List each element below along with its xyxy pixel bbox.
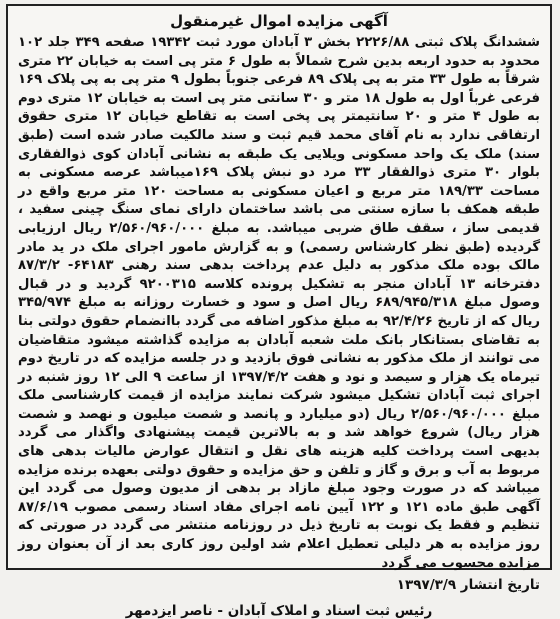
- auction-notice: [6, 4, 552, 619]
- signature-line: رئیس ثبت اسناد و املاک آبادان - ناصر ایزدمهر: [125, 603, 433, 619]
- notice-title: آگهی مزایده اموال غیرمنقول: [170, 12, 388, 30]
- publish-date: تاریخ انتشار ۱۳۹۷/۳/۹: [396, 577, 540, 594]
- notice-body: ششدانگ پلاک ثبتی ۲۲۲۶/۸۸ بخش ۳ آبادان مورد ثبت ۱۹۳۴۲ صفحه ۳۴۹ جلد ۱۰۲ محدود به حدود اربعه بدین شرح شمالاً به طول ۶ متر پی است به خیابان ۲۲ متری شرقاً به طول ۳۳ متر به پی پلاک ۸۹ فرعی جنوباً بطول ۹ متر پی به پی پلاک ۱۶۹ فرعی غرباً اول به طول ۱۸ متر و ۳۰ سانتی متر پی است به خیابان ۱۲ متری دوم به طول ۴ متر و ۲۰ سانتیمتر پی پخی است به تقاطع خیابان ۱۲ متری حقوق ارتفاقی ندارد به نام آقای محمد قیم ثبت و سند مالکیت صادر شده است (طبق سند) ملک یک واحد مسکونی ویلایی یک طبقه به نشانی آبادان کوی ذوالفقاری بلوار ۳۰ متری ذوالفقار ۳۳ مرد دو نبش پلاک ۱۶۹میباشد عرصه مسکونی به مساحت ۱۸۹/۳۳ متر مربع و اعیان مسکونی به مساحت ۱۲۰ متر مربع واقع در طبقه همکف با سازه سنتی می باشد ساختمان دارای نمای سنگ چینی سفید ، قدیمی ساز ، سقف طاق ضربی میباشد. به مبلغ ۲/۵۶۰/۹۶۰/۰۰۰ ریال ارزیابی گردیده (طبق نظر کارشناس رسمی) و به گزارش مامور اجرای ملک در ید مادر مالک بوده ملک مذکور به دلیل عدم پرداخت بدهی سند رهنی ۶۴۱۸۳- ۸۷/۳/۲ دفترخانه ۱۳ آبادان منجر به تشکیل پرونده کلاسه ۹۲۰۰۳۱۵ گردید و در قبال وصول مبلغ ۶۸۹/۹۴۵/۳۱۸ ریال اصل و سود و خسارت روزانه به مبلغ ۳۴۵/۹۷۴ ریال که از تاریخ ۹۲/۴/۲۶ به مبلغ مذکور اضافه می گردد باانضمام حقوق دولتی بنا به تقاضای بستانکار بانک ملت شعبه آبادان به مزایده گذاشته میشود متقاضیان می توانند از ملک مذکور به نشانی فوق بازدید و در جلسه مزایده که در تاریخ دوم تیرماه یک هزار و سیصد و نود و هفت ۱۳۹۷/۴/۲ از ساعت ۹ الی ۱۲ روز شنبه در اجرای ثبت آبادان تشکیل میشود شرکت نمایند مزایده از قیمت کارشناسی ملک مبلغ ۲/۵۶۰/۹۶۰/۰۰۰ ریال (دو میلیارد و پانصد و شصت میلیون و نهصد و شصت هزار ریال) شروع خواهد شد و به بالاترین قیمت پیشنهادی واگذار می گردد بدیهی است پرداخت کلیه هزینه های نقل و انتقال عوارض مالیات بدهی های مربوط به آب و برق و گاز و تلفن و حق مزایده و حقوق دولتی بعهده برنده مزایده میباشد که در صورت وجود مبلغ مازاد بر بدهی از مدیون وصول می گردد این آگهی طبق ماده ۱۲۱ و ۱۲۲ آیین نامه اجرای مفاد اسناد رسمی مصوب ۸۷/۶/۱۹ تنظیم و فقط یک نوبت به تاریخ ذیل در روزنامه منتشر می گردد در صورتی که روز مزایده به هر دلیلی تعطیل اعلام شد اولین روز کاری بعد از آن بعنوان روز مزایده محسوب می گردد: [18, 35, 541, 571]
